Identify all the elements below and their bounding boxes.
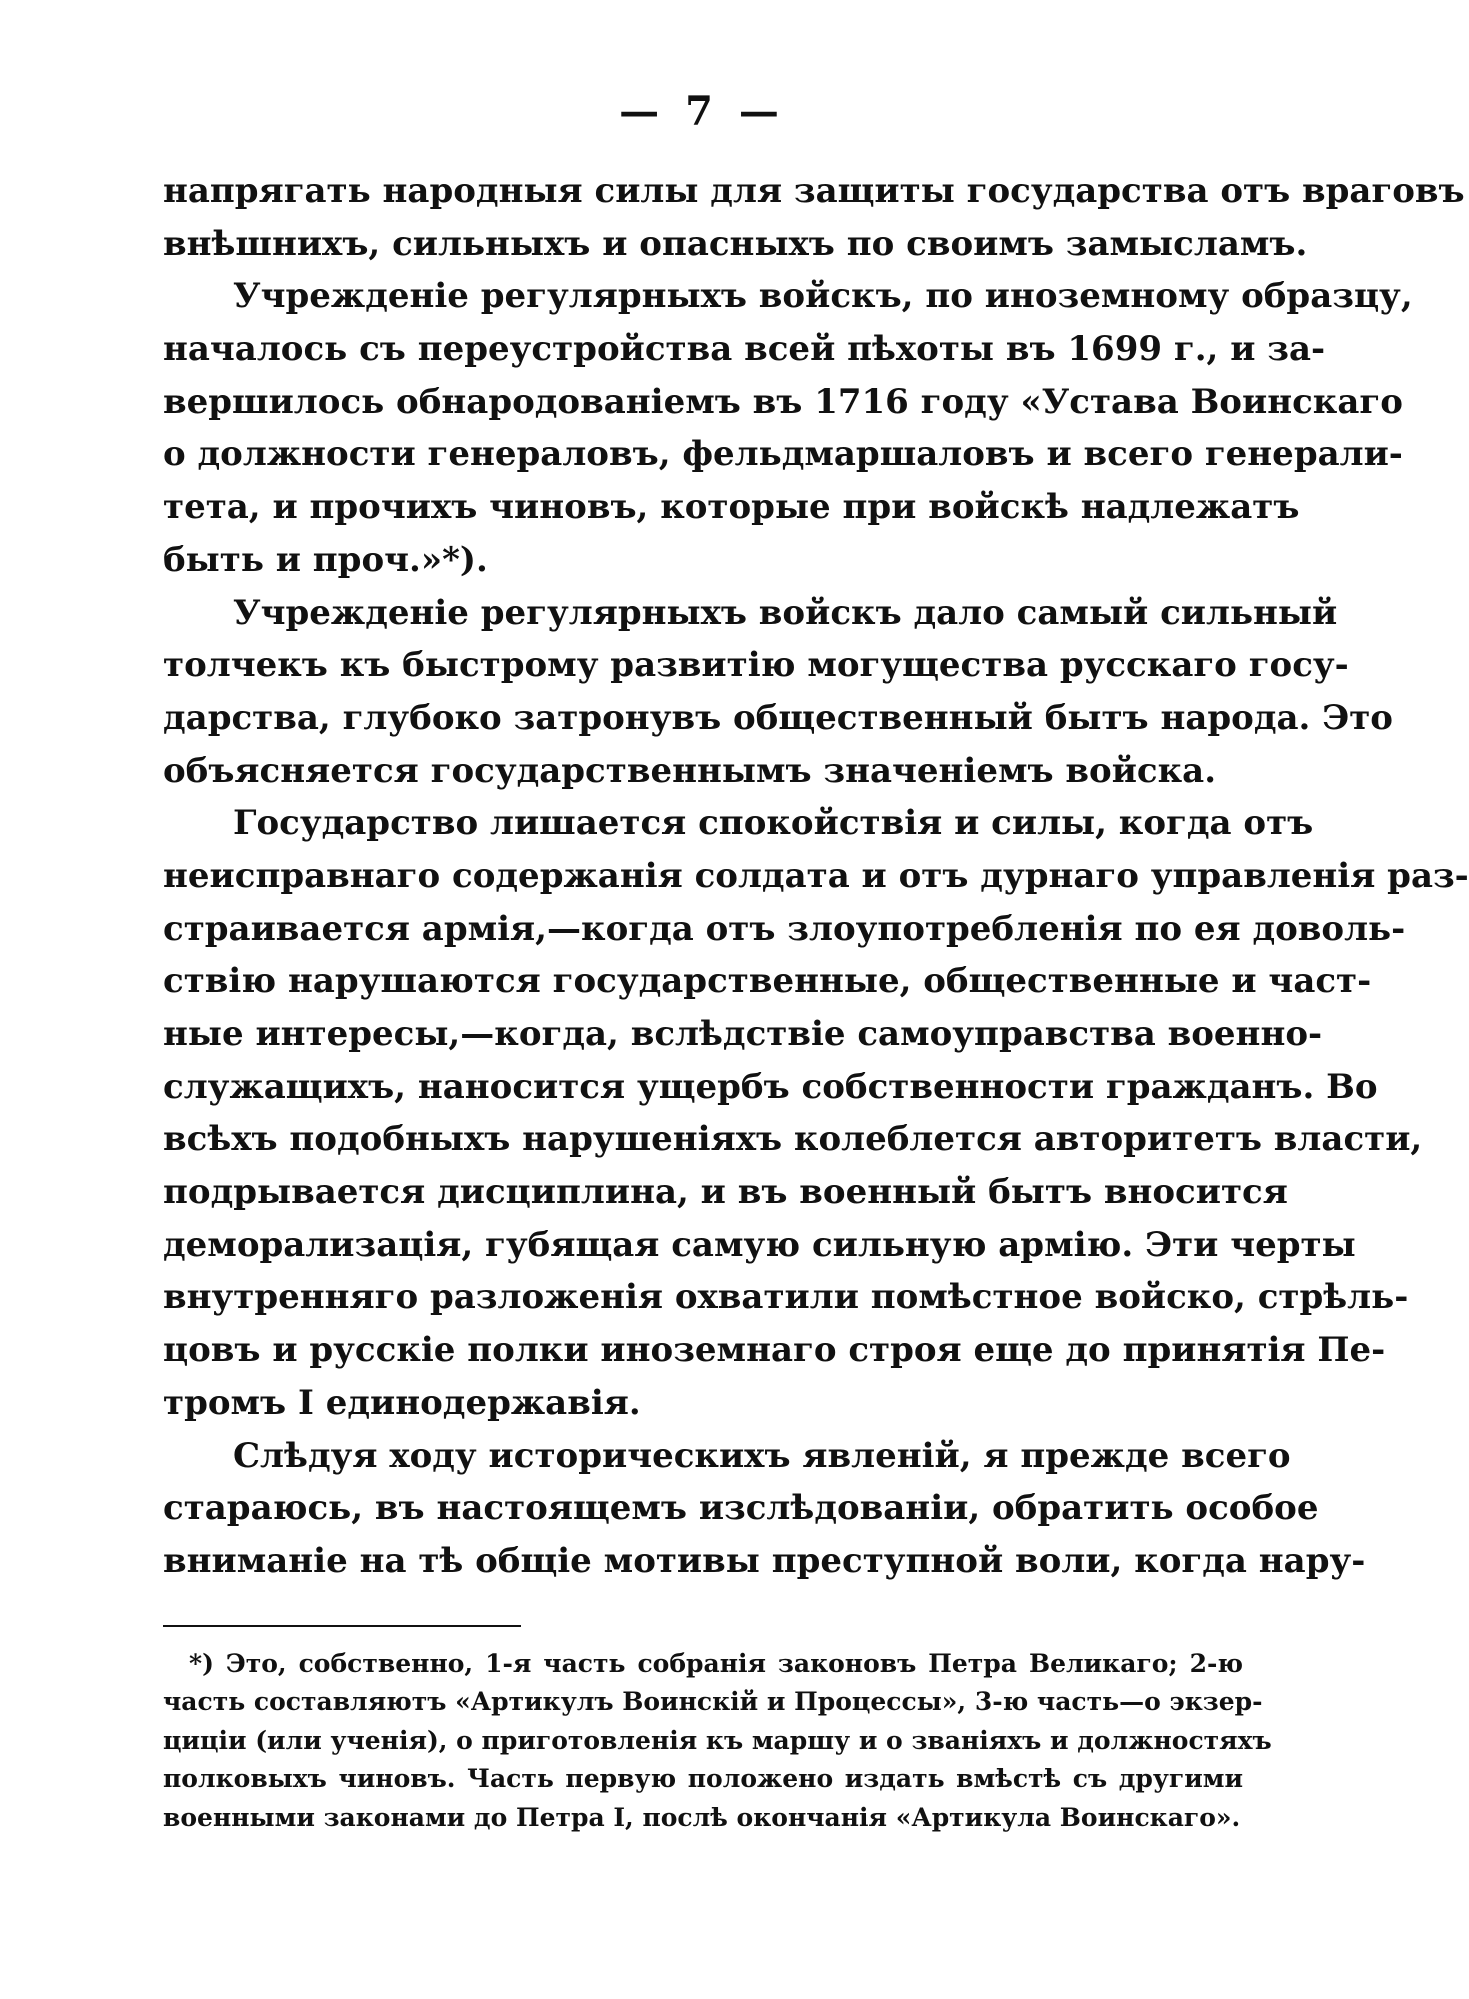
text-line: стараюсь, въ настоящемъ изслѣдованіи, обратить особое	[163, 1488, 1319, 1529]
footnote	[163, 1645, 1272, 1837]
footnote-line: *) Это, собственно, 1-я часть собранія законовъ Петра Великаго; 2-ю	[189, 1649, 1243, 1678]
text-line: дарства, глубоко затронувъ общественный бытъ народа. Это	[163, 697, 1393, 738]
text-line: объясняется государственнымъ значеніемъ войска.	[163, 750, 1217, 791]
text-line: неисправнаго содержанія солдата и отъ дурнаго управленія раз-	[163, 855, 1469, 896]
text-line: быть и проч.»*).	[163, 539, 488, 580]
text-line: всѣхъ подобныхъ нарушеніяхъ колеблется авторитетъ власти,	[163, 1119, 1423, 1160]
text-line: служащихъ, наносится ущербъ собственности гражданъ. Во	[163, 1066, 1378, 1107]
text-line: внутренняго разложенія охватили помѣстное войско, стрѣль-	[163, 1277, 1409, 1318]
text-line: о должности генераловъ, фельдмаршаловъ и всего генерали-	[163, 434, 1403, 475]
footnote-divider	[163, 1625, 521, 1627]
footnote-line: полковыхъ чиновъ. Часть первую положено издать вмѣстѣ съ другими	[163, 1764, 1243, 1794]
text-line: страивается армія,—когда отъ злоупотребленія по ея доволь-	[163, 908, 1406, 949]
text-line: тромъ I единодержавія.	[163, 1382, 641, 1423]
text-line: вершилось обнародованіемъ въ 1716 году «Устава Воинскаго	[163, 381, 1403, 422]
text-line: тета, и прочихъ чиновъ, которые при войскѣ надлежатъ	[163, 487, 1300, 528]
footnote-line: циціи (или ученія), о приготовленія къ маршу и о званіяхъ и должностяхъ	[163, 1725, 1272, 1755]
text-line: подрывается дисциплина, и въ военный бытъ вносится	[163, 1172, 1288, 1213]
main-text	[163, 165, 1469, 1588]
text-line: ствію нарушаются государственные, общественные и част-	[163, 961, 1372, 1002]
text-line: цовъ и русскіе полки иноземнаго строя еще до принятія Пе-	[163, 1330, 1386, 1371]
text-line: внѣшнихъ, сильныхъ и опасныхъ по своимъ замысламъ.	[163, 223, 1308, 264]
footnote-line: часть составляютъ «Артикулъ Воинскій и Процессы», 3-ю часть—о экзер-	[163, 1687, 1263, 1717]
text-line: вниманіе на тѣ общіе мотивы преступной воли, когда нару-	[163, 1540, 1366, 1581]
text-line: Слѣдуя ходу историческихъ явленій, я прежде всего	[233, 1435, 1291, 1476]
text-line: Учрежденіе регулярныхъ войскъ дало самый сильный	[233, 592, 1338, 633]
text-line: Учрежденіе регулярныхъ войскъ, по иноземному образцу,	[233, 276, 1413, 317]
text-line: Государство лишается спокойствія и силы, когда отъ	[233, 803, 1314, 844]
text-line: толчекъ къ быстрому развитію могущества русскаго госу-	[163, 645, 1349, 686]
text-line: ные интересы,—когда, вслѣдствіе самоуправства военно-	[163, 1014, 1323, 1054]
text-line: деморализація, губящая самую сильную армію. Эти черты	[163, 1224, 1356, 1265]
page-number: — 7 —	[619, 88, 785, 135]
text-line: напрягать народныя силы для защиты государства отъ враговъ	[163, 171, 1465, 211]
footnote-line: военными законами до Петра I, послѣ окончанія «Артикула Воинскаго».	[163, 1802, 1241, 1832]
text-line: началось съ переустройства всей пѣхоты въ 1699 г., и за-	[163, 329, 1326, 370]
